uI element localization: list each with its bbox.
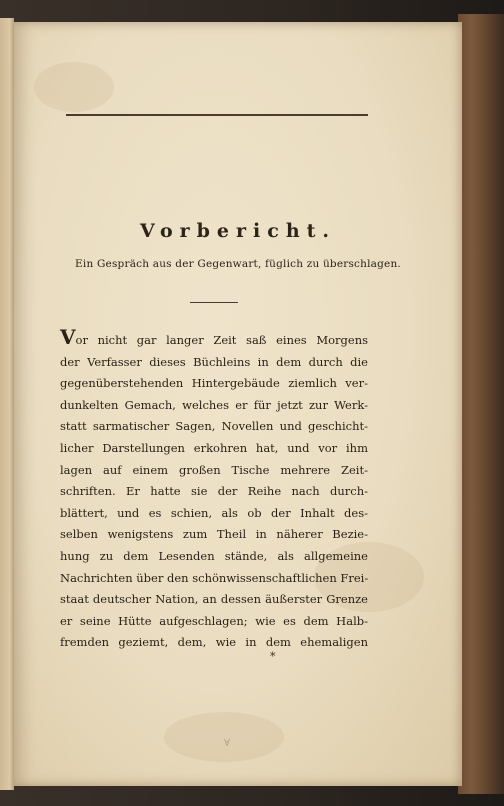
left-page-edge xyxy=(0,18,14,790)
text-line: licher Darstellungen erkohren hat, und vor ihm xyxy=(60,440,368,455)
ink-smudge: ∀ xyxy=(224,738,231,749)
chapter-subheading: Ein Gespräch aus der Gegenwart, füglich zu überschlagen. xyxy=(75,258,401,270)
section-divider xyxy=(190,302,238,303)
text-line: er seine Hütte aufgeschlagen; wie es dem Halb- xyxy=(60,613,368,628)
paper-stain xyxy=(164,712,284,762)
text-line: statt sarmatischer Sagen, Novellen und geschicht- xyxy=(60,419,368,434)
top-rule xyxy=(66,114,368,116)
text-line: staat deutscher Nation, an dessen äußerster Grenze xyxy=(60,592,368,607)
drop-cap: V xyxy=(60,325,76,349)
text-line: Nachrichten über den schönwissenschaftlichen Frei- xyxy=(60,570,369,585)
chapter-heading: Vorbericht. xyxy=(139,220,337,242)
text-line: gegenüberstehenden Hintergebäude ziemlich ver- xyxy=(60,376,368,391)
text-line: lagen auf einem großen Tische mehrere Zeit- xyxy=(60,462,368,477)
body-paragraph xyxy=(60,325,369,654)
text-line: der Verfasser dieses Büchleins in dem durch die xyxy=(60,354,368,369)
text-line: fremden geziemt, dem, wie in dem ehemaligen xyxy=(60,635,368,650)
text-line: dunkelten Gemach, welches er für jetzt zur Werk- xyxy=(60,397,368,412)
text-line: schriften. Er hatte sie der Reihe nach durch- xyxy=(60,484,368,499)
signature-mark: * xyxy=(270,650,276,663)
book-binding-edge xyxy=(458,14,504,794)
text-line: selben wenigstens zum Theil in näherer Bezie- xyxy=(60,527,368,542)
text-line: blättert, und es schien, als ob der Inhalt des- xyxy=(60,505,368,520)
text-line: hung zu dem Lesenden stände, als allgemeine xyxy=(60,548,368,563)
text-line: Vor nicht gar langer Zeit saß eines Morgens xyxy=(60,325,368,349)
paper-stain xyxy=(34,62,114,112)
